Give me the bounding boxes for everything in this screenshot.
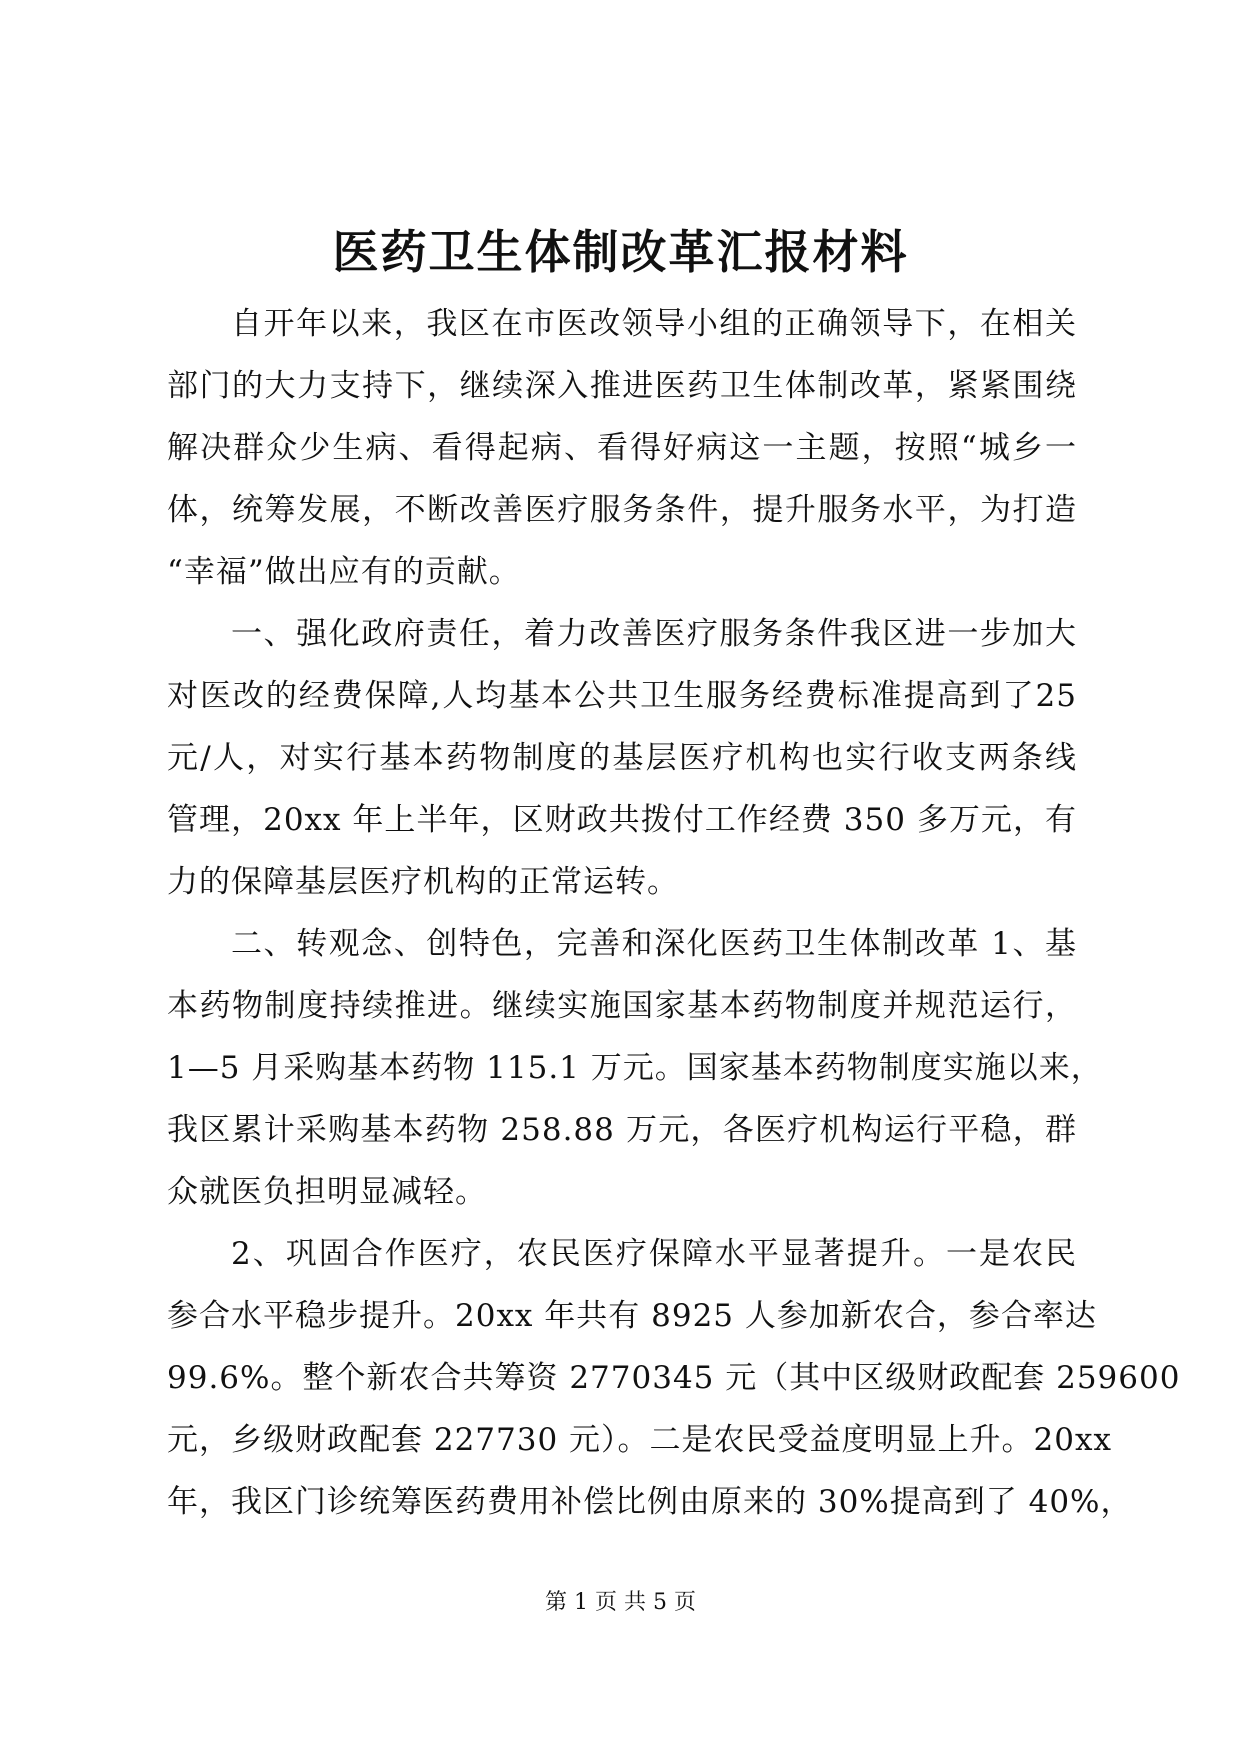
text-line: 体，统筹发展，不断改善医疗服务条件，提升服务水平，为打造 (167, 492, 1077, 528)
text-line: 元/人，对实行基本药物制度的基层医疗机构也实行收支两条线 (167, 740, 1077, 776)
page-footer: 第 1 页 共 5 页 (545, 1590, 696, 1615)
text-line: 对医改的经费保障,人均基本公共卫生服务经费标准提高到了25 (167, 678, 1077, 714)
document-title: 医药卫生体制改革汇报材料 (332, 225, 909, 279)
text-line: 解决群众少生病、看得起病、看得好病这一主题，按照“城乡一 (167, 430, 1077, 466)
text-line: 本药物制度持续推进。继续实施国家基本药物制度并规范运行， (167, 988, 1077, 1024)
text-line: 参合水平稳步提升。20xx 年共有 8925 人参加新农合，参合率达 (167, 1298, 1097, 1334)
text-line: 二、转观念、创特色，完善和深化医药卫生体制改革 1、基 (231, 926, 1077, 962)
text-line: 年，我区门诊统筹医药费用补偿比例由原来的 30%提高到了 40%， (167, 1484, 1133, 1520)
text-line: 自开年以来，我区在市医改领导小组的正确领导下，在相关 (231, 306, 1077, 342)
text-line: 一、强化政府责任，着力改善医疗服务条件我区进一步加大 (231, 616, 1077, 652)
text-line: 力的保障基层医疗机构的正常运转。 (167, 864, 679, 900)
text-line: 管理，20xx 年上半年，区财政共拨付工作经费 350 多万元，有 (167, 802, 1077, 838)
text-line: 部门的大力支持下，继续深入推进医药卫生体制改革，紧紧围绕 (167, 368, 1077, 404)
text-line: 1—5 月采购基本药物 115.1 万元。国家基本药物制度实施以来， (167, 1050, 1103, 1086)
text-line: 我区累计采购基本药物 258.88 万元，各医疗机构运行平稳，群 (167, 1112, 1077, 1148)
text-line: “幸福”做出应有的贡献。 (167, 554, 521, 590)
text-line: 众就医负担明显减轻。 (167, 1174, 487, 1210)
text-line: 2、巩固合作医疗，农民医疗保障水平显著提升。一是农民 (231, 1236, 1077, 1272)
text-line: 元，乡级财政配套 227730 元）。二是农民受益度明显上升。20xx (167, 1422, 1112, 1458)
document-body (167, 293, 1181, 1533)
text-line: 99.6%。整个新农合共筹资 2770345 元（其中区级财政配套 259600 (167, 1360, 1181, 1396)
